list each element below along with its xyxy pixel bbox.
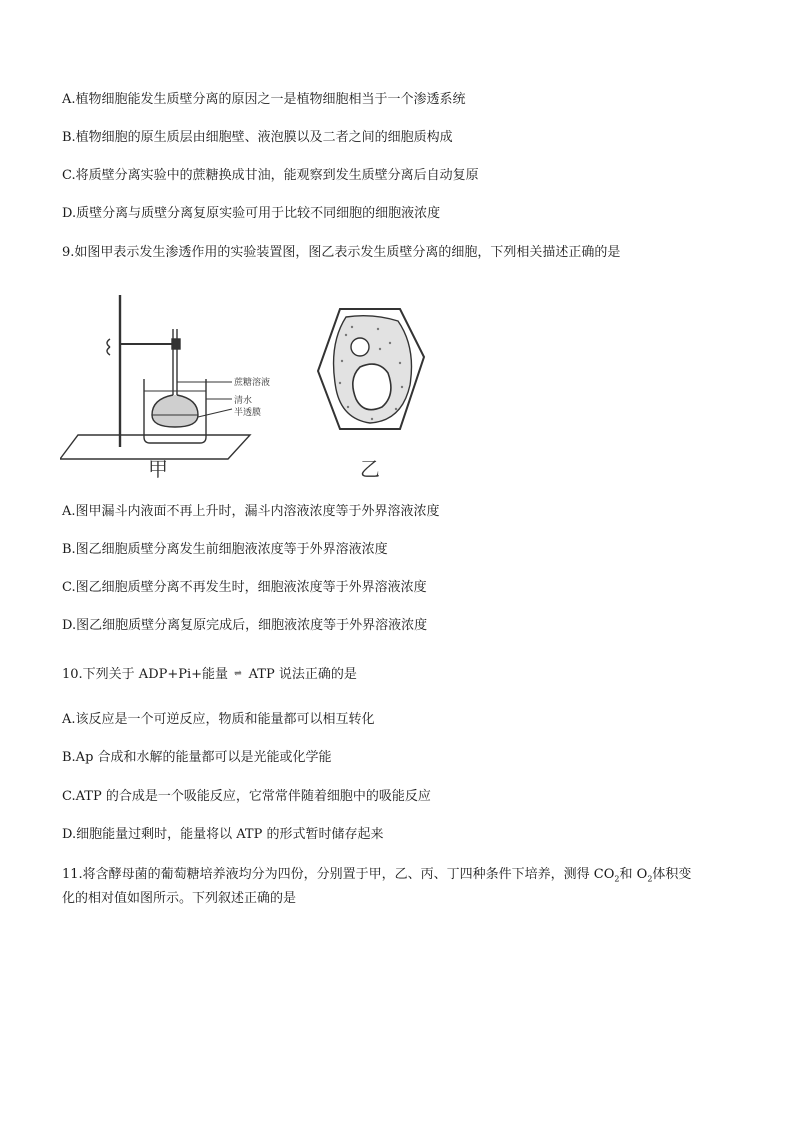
q9-option-a: A.图甲漏斗内液面不再上升时，漏斗内溶液浓度等于外界溶液浓度	[62, 504, 440, 519]
label-semipermeable-membrane: 半透膜	[234, 408, 262, 418]
q8-option-a: A.植物细胞能发生质壁分离的原因之一是植物细胞相当于一个渗透系统	[62, 92, 466, 107]
q10-option-d: D.细胞能量过剩时，能量将以 ATP 的形式暂时储存起来	[62, 827, 384, 842]
q8-option-d: D.质壁分离与质壁分离复原实验可用于比较不同细胞的细胞液浓度	[62, 206, 441, 221]
q10-option-c: C.ATP 的合成是一个吸能反应，它常常伴随着细胞中的吸能反应	[62, 789, 431, 804]
q11-stem-part3: 体积变	[652, 867, 692, 882]
q9-option-d: D.图乙细胞质壁分离复原完成后，细胞液浓度等于外界溶液浓度	[62, 618, 428, 633]
q9-option-b: B.图乙细胞质壁分离发生前细胞液浓度等于外界溶液浓度	[62, 542, 388, 557]
reversible-reaction-arrows-icon: ⇌	[234, 669, 243, 679]
osmosis-figure	[60, 287, 460, 485]
q8-option-b: B.植物细胞的原生质层由细胞壁、液泡膜以及二者之间的细胞质构成	[62, 130, 453, 145]
q11-stem-line2: 化的相对值如图所示。下列叙述正确的是	[62, 891, 297, 906]
figure-label-yi: 乙	[360, 457, 380, 481]
q9-option-c: C.图乙细胞质壁分离不再发生时，细胞液浓度等于外界溶液浓度	[62, 580, 427, 595]
q11-o2-subscript: 2	[647, 874, 653, 884]
q8-option-c: C.将质壁分离实验中的蔗糖换成甘油，能观察到发生质壁分离后自动复原	[62, 168, 479, 183]
q9-stem: 9.如图甲表示发生渗透作用的实验装置图，图乙表示发生质壁分离的细胞，下列相关描述正确的是	[62, 245, 621, 260]
q10-stem-prefix: 10.下列关于 ADP+Pi+能量	[62, 667, 229, 682]
label-water: 清水	[234, 396, 253, 406]
q10-stem-suffix: ATP 说法正确的是	[248, 667, 357, 682]
q11-stem-part1: 11.将含酵母菌的葡萄糖培养液均分为四份，分别置于甲，乙、丙、丁四种条件下培养，测得 CO	[62, 867, 615, 882]
q10-option-a: A.该反应是一个可逆反应，物质和能量都可以相互转化	[62, 712, 375, 727]
figure-label-jia: 甲	[148, 457, 168, 481]
label-sucrose-solution: 蔗糖溶液	[234, 378, 271, 388]
q10-stem	[62, 666, 357, 684]
q11-stem-part2: 和 O	[619, 867, 648, 882]
q10-option-b: B.Ap 合成和水解的能量都可以是光能或化学能	[62, 750, 332, 765]
q11-stem-line1	[62, 866, 691, 889]
q11-co2-subscript: 2	[614, 874, 620, 884]
